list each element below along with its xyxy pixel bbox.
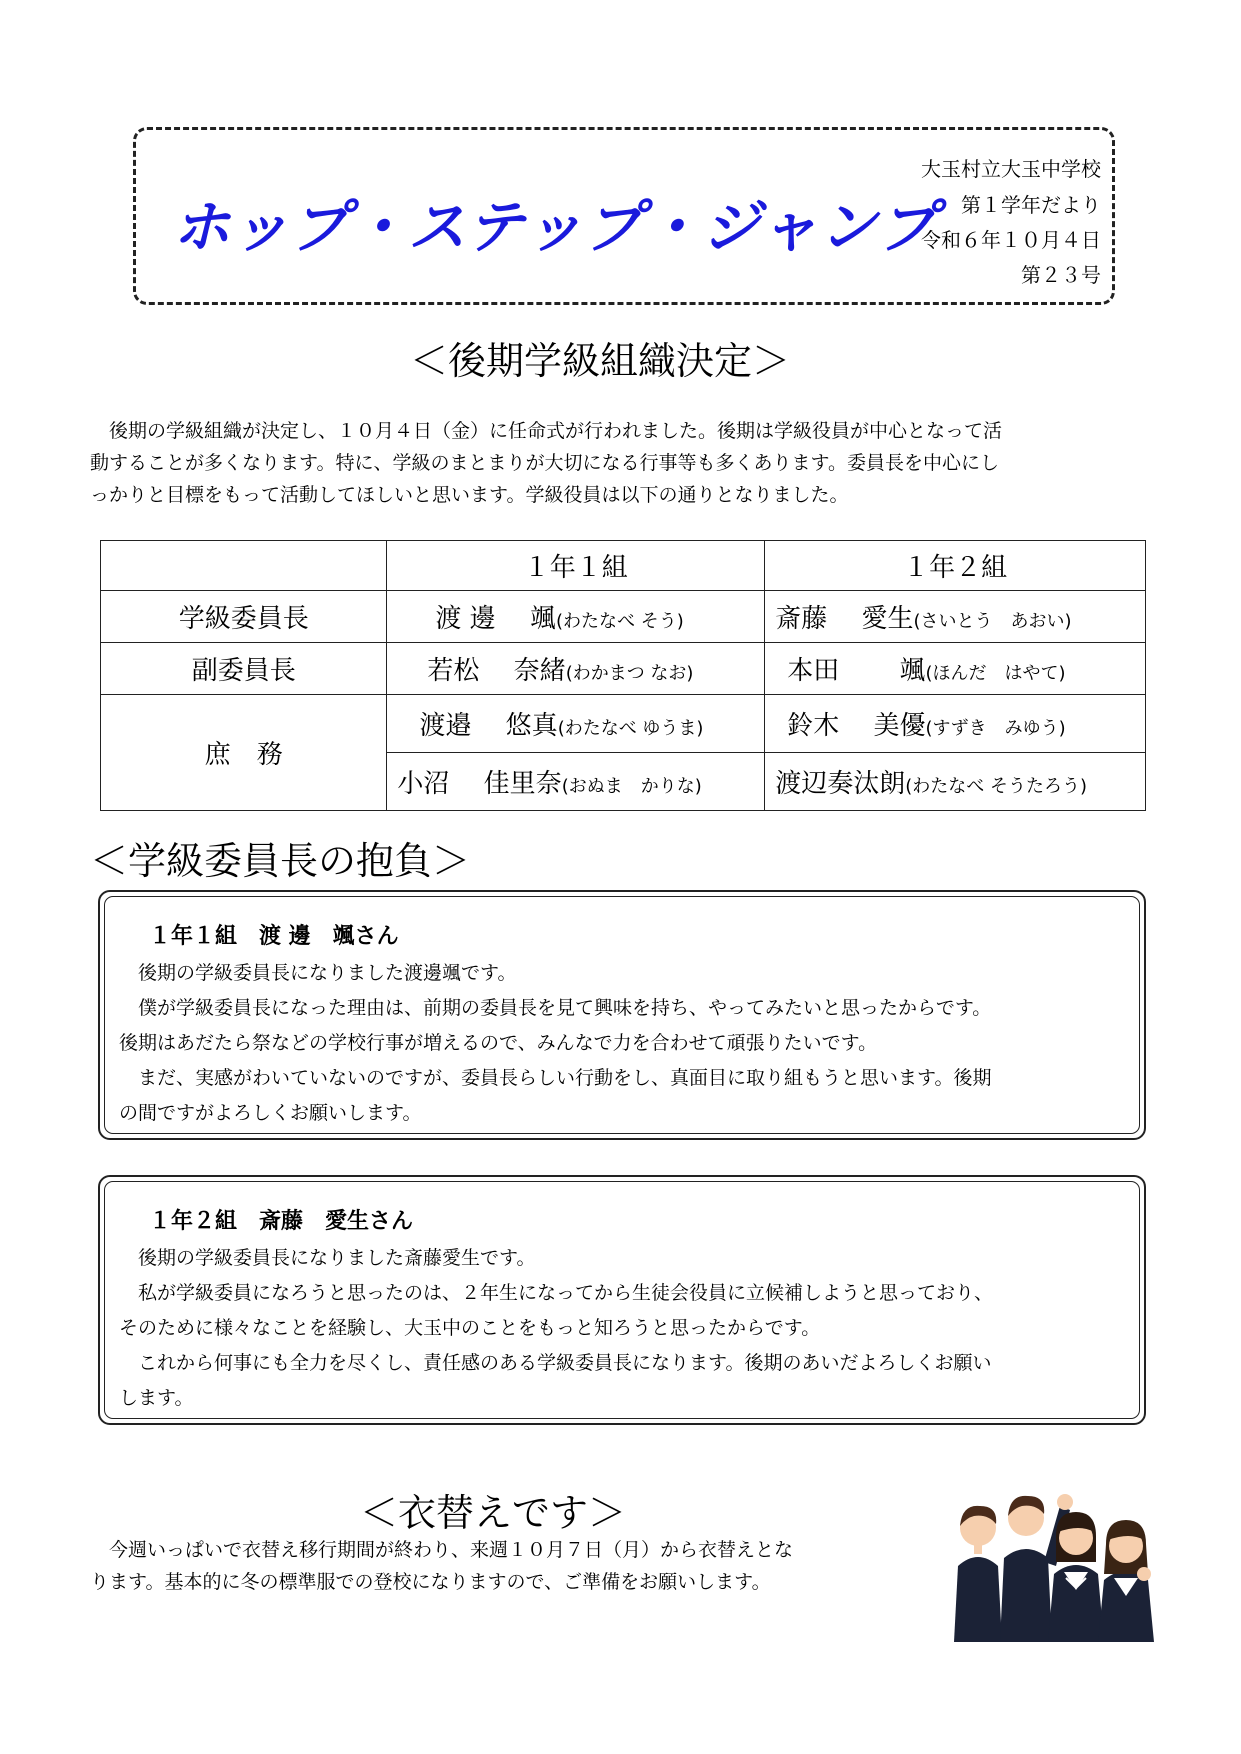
member-name: 渡邉 悠真 bbox=[419, 711, 558, 741]
class1-header: １年１組 bbox=[387, 541, 765, 591]
uniform-heading: ＜衣替えです＞ bbox=[360, 1491, 627, 1535]
girl-student-icon bbox=[1098, 1520, 1154, 1642]
paragraph-line: っかりと目標をもって活動してほしいと思います。学級役員は以下の通りとなりました。 bbox=[90, 484, 849, 506]
member-name: 本田 颯 bbox=[787, 656, 926, 686]
member-cell bbox=[387, 643, 765, 695]
ambition-line: します。 bbox=[119, 1387, 194, 1409]
member-kana: (わたなべ ゆうま) bbox=[557, 718, 704, 739]
member-kana: (すずき みゆう) bbox=[925, 718, 1066, 739]
role-chair: 学級委員長 bbox=[101, 591, 387, 643]
member-kana: (さいとう あおい) bbox=[913, 611, 1072, 632]
table-header-row bbox=[101, 541, 1146, 591]
member-kana: (おぬま かりな) bbox=[561, 776, 702, 797]
ambition-box-inner bbox=[104, 896, 1140, 1134]
member-cell bbox=[387, 591, 765, 643]
class2-header: １年２組 bbox=[765, 541, 1146, 591]
paragraph-line: 今週いっぱいで衣替え移行期間が終わり、来週１０月７日（月）から衣替えとな bbox=[90, 1539, 794, 1561]
member-name: 若松 奈緒 bbox=[427, 656, 566, 686]
ambition-line: 後期はあだたら祭などの学校行事が増えるので、みんなで力を合わせて頑張りたいです。 bbox=[119, 1032, 878, 1054]
member-cell bbox=[765, 753, 1146, 811]
member-cell bbox=[387, 753, 765, 811]
role-general: 庶 務 bbox=[101, 695, 387, 811]
issue-date: 令和６年１０月４日 bbox=[921, 228, 1101, 252]
ambition-line: 後期の学級委員長になりました斎藤愛生です。 bbox=[138, 1247, 536, 1269]
paragraph-line: ります。基本的に冬の標準服での登校になりますので、ご準備をお願いします。 bbox=[90, 1571, 771, 1593]
ambition-line: そのために様々なことを経験し、大玉中のことをもっと知ろうと思ったからです。 bbox=[119, 1317, 821, 1339]
ambition-line: まだ、実感がわいていないのですが、委員長らしい行動をし、真面目に取り組もうと思います。後期 bbox=[138, 1067, 992, 1089]
students-illustration bbox=[948, 1466, 1158, 1642]
member-cell bbox=[765, 643, 1146, 695]
member-name: 鈴木 美優 bbox=[787, 711, 926, 741]
member-name: 斎藤 愛生 bbox=[775, 604, 914, 634]
member-cell bbox=[765, 591, 1146, 643]
member-kana: (わたなべ そう) bbox=[555, 611, 684, 632]
member-name: 渡辺奏汰朗 bbox=[775, 769, 906, 799]
ambition-line: の間ですがよろしくお願いします。 bbox=[119, 1102, 422, 1124]
table-row bbox=[101, 695, 1146, 753]
organization-paragraph bbox=[90, 415, 1160, 511]
boy-student-icon bbox=[954, 1506, 1002, 1642]
ambition-line: 僕が学級委員長になった理由は、前期の委員長を見て興味を持ち、やってみたいと思ったからです。 bbox=[138, 997, 992, 1019]
organization-heading: ＜後期学級組織決定＞ bbox=[410, 339, 791, 383]
newsletter-name: 第１学年だより bbox=[961, 193, 1101, 217]
ambition-line: 後期の学級委員長になりました渡邊颯です。 bbox=[138, 962, 517, 984]
member-name: 小沼 佳里奈 bbox=[397, 769, 562, 799]
paragraph-line: 動することが多くなります。特に、学級のまとまりが大切になる行事等も多くあります。委員長を中心にし bbox=[90, 452, 999, 474]
ambition-heading: １年２組 斎藤 愛生さん bbox=[149, 1209, 414, 1234]
member-cell bbox=[387, 695, 765, 753]
table-row bbox=[101, 591, 1146, 643]
issue-number: 第２３号 bbox=[1021, 263, 1101, 287]
paragraph-line: 後期の学級組織が決定し、１０月４日（金）に任命式が行われました。後期は学級役員が中心となって活 bbox=[90, 420, 1003, 442]
uniform-paragraph bbox=[90, 1534, 950, 1598]
ambition-box-class1 bbox=[98, 890, 1146, 1140]
ambition-box-class2 bbox=[98, 1175, 1146, 1425]
member-cell bbox=[765, 695, 1146, 753]
girl-student-icon bbox=[1048, 1512, 1104, 1642]
ambition-box-inner bbox=[104, 1181, 1140, 1419]
empty-header-cell bbox=[101, 541, 387, 591]
role-vice: 副委員長 bbox=[101, 643, 387, 695]
newsletter-title: ホップ・ステップ・ジャンプ bbox=[172, 193, 937, 261]
member-kana: (わかまつ なお) bbox=[565, 663, 694, 684]
school-name: 大玉村立大玉中学校 bbox=[921, 157, 1101, 181]
ambition-heading: １年１組 渡 邊 颯さん bbox=[149, 924, 399, 949]
member-name: 渡 邊 颯 bbox=[435, 604, 556, 634]
officer-table bbox=[100, 540, 1146, 811]
ambitions-heading: ＜学級委員長の抱負＞ bbox=[90, 839, 471, 883]
member-kana: (わたなべ そうたろう) bbox=[905, 776, 1087, 797]
table-row bbox=[101, 643, 1146, 695]
ambition-line: 私が学級委員になろうと思ったのは、２年生になってから生徒会役員に立候補しようと思っており、 bbox=[138, 1282, 994, 1304]
ambition-line: これから何事にも全力を尽くし、責任感のある学級委員長になります。後期のあいだよろしくお願い bbox=[138, 1352, 992, 1374]
member-kana: (ほんだ はやて) bbox=[925, 663, 1066, 684]
